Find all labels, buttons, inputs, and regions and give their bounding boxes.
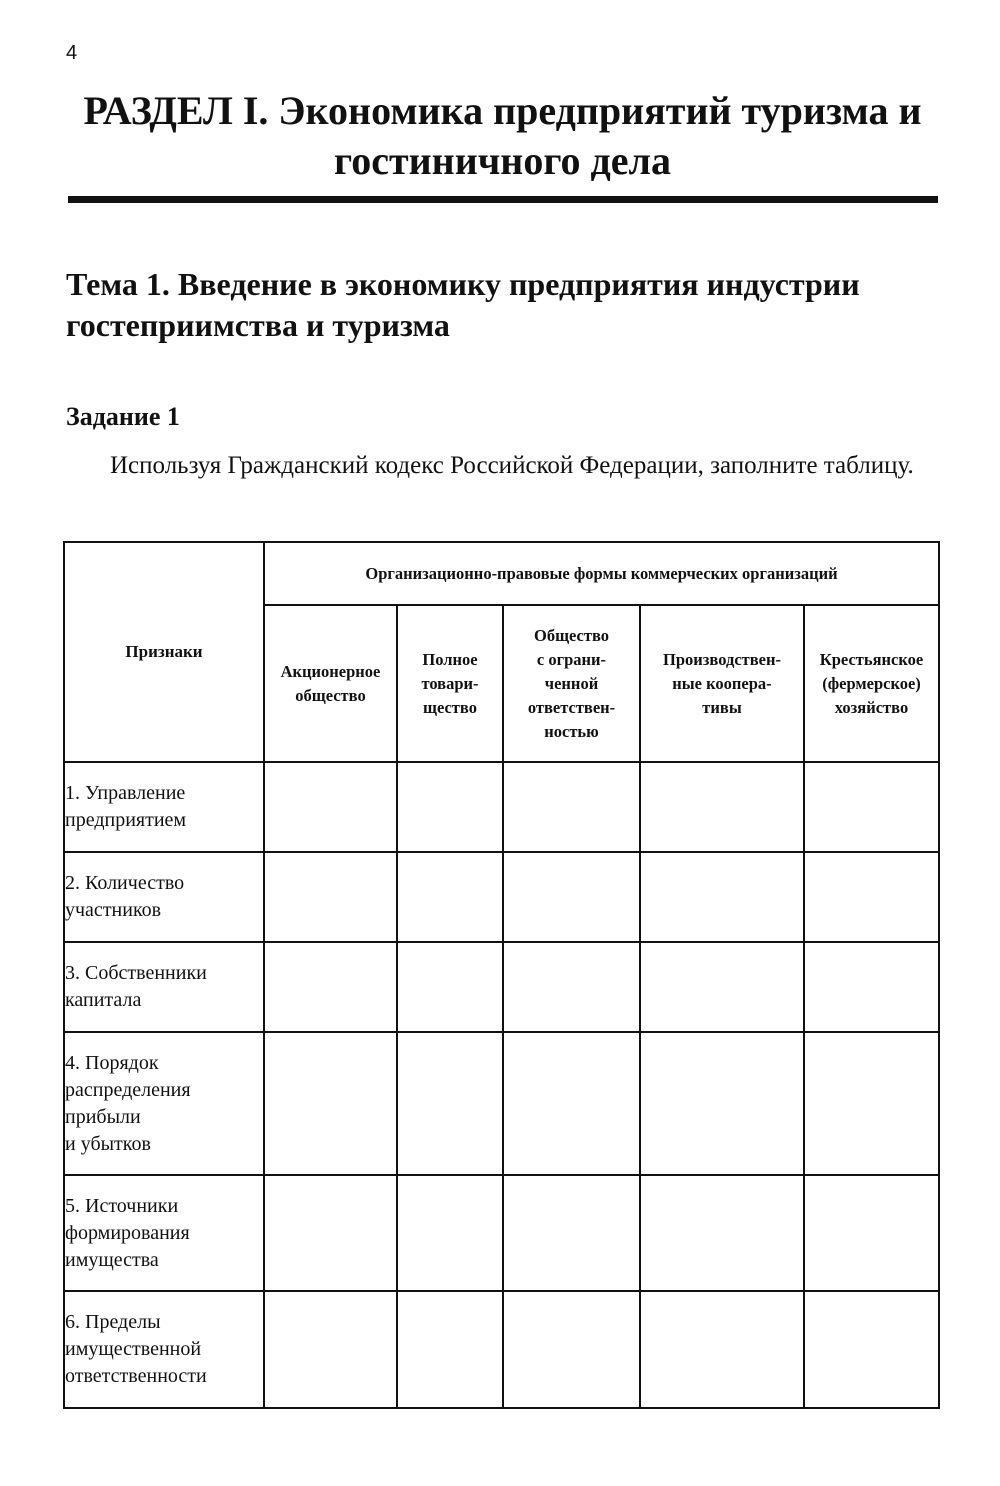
blank-cell[interactable]: [640, 1032, 804, 1175]
task-title: Задание 1: [66, 402, 180, 431]
blank-cell[interactable]: [640, 762, 804, 852]
blank-cell[interactable]: [397, 942, 503, 1032]
blank-cell[interactable]: [804, 1175, 939, 1291]
topic-title: Тема 1. Введение в экономику предприятия индустрии гостеприимства и туризма: [66, 266, 860, 343]
row-label: 1. Управление предприятием: [64, 762, 264, 852]
blank-cell[interactable]: [397, 1032, 503, 1175]
blank-cell[interactable]: [804, 1291, 939, 1408]
table-row: [64, 762, 939, 852]
row-label: 5. Источники формирования имущества: [64, 1175, 264, 1291]
blank-cell[interactable]: [264, 1175, 397, 1291]
section-title: РАЗДЕЛ I. Экономика предприятий туризма и гостиничного дела: [83, 88, 922, 183]
table-row: [64, 1032, 939, 1175]
worksheet-table: [63, 541, 940, 1409]
blank-cell[interactable]: [640, 852, 804, 942]
blank-cell[interactable]: [264, 1291, 397, 1408]
group-header: Организационно-правовые формы коммерческих организаций: [264, 542, 939, 605]
blank-cell[interactable]: [503, 942, 640, 1032]
blank-cell[interactable]: [503, 762, 640, 852]
feature-header: Признаки: [64, 542, 264, 762]
blank-cell[interactable]: [503, 1175, 640, 1291]
blank-cell[interactable]: [397, 1175, 503, 1291]
blank-cell[interactable]: [804, 1032, 939, 1175]
blank-cell[interactable]: [264, 762, 397, 852]
blank-cell[interactable]: [503, 852, 640, 942]
row-label: 6. Пределы имущественной ответственности: [64, 1291, 264, 1408]
blank-cell[interactable]: [503, 1291, 640, 1408]
table-row: [64, 1175, 939, 1291]
table-row: [64, 852, 939, 942]
page-number: 4: [66, 42, 78, 64]
table-row: [64, 1291, 939, 1408]
blank-cell[interactable]: [804, 942, 939, 1032]
blank-cell[interactable]: [804, 852, 939, 942]
blank-cell[interactable]: [397, 762, 503, 852]
column-header: Общество с ограни- ченной ответствен- ностью: [503, 605, 640, 762]
table-row: [64, 942, 939, 1032]
row-label: 4. Порядок распределения прибыли и убытков: [64, 1032, 264, 1175]
blank-cell[interactable]: [640, 942, 804, 1032]
row-label: 3. Собственники капитала: [64, 942, 264, 1032]
blank-cell[interactable]: [503, 1032, 640, 1175]
row-label: 2. Количество участников: [64, 852, 264, 942]
blank-cell[interactable]: [640, 1175, 804, 1291]
column-header: Производствен- ные коопера- тивы: [640, 605, 804, 762]
column-header: Полное товари- щество: [397, 605, 503, 762]
blank-cell[interactable]: [264, 1032, 397, 1175]
section-divider: [68, 196, 938, 203]
task-instructions: Используя Гражданский кодекс Российской Федерации, заполните таблицу.: [110, 452, 914, 479]
blank-cell[interactable]: [640, 1291, 804, 1408]
blank-cell[interactable]: [264, 942, 397, 1032]
blank-cell[interactable]: [397, 852, 503, 942]
blank-cell[interactable]: [804, 762, 939, 852]
blank-cell[interactable]: [397, 1291, 503, 1408]
column-header: Акционерное общество: [264, 605, 397, 762]
blank-cell[interactable]: [264, 852, 397, 942]
column-header: Крестьянское (фермерское) хозяйство: [804, 605, 939, 762]
